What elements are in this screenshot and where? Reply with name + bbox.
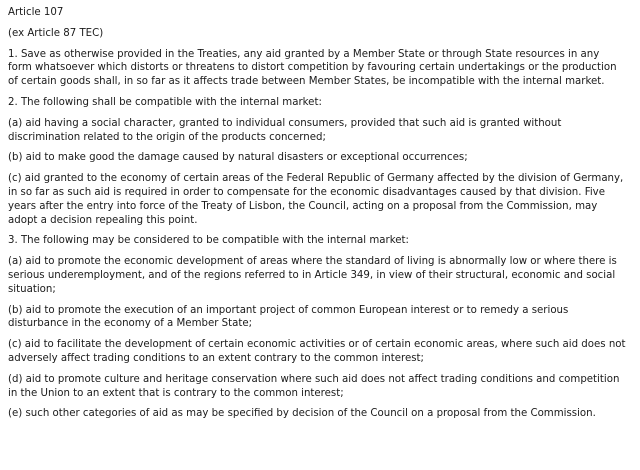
paragraph-3-intro: 3. The following may be considered to be compatible with the internal market: xyxy=(8,235,409,247)
paragraph-3e: (e) such other categories of aid as may be specified by decision of the Council on a proposal from the Commission. xyxy=(8,408,596,420)
paragraph-2c: (c) aid granted to the economy of certain areas of the Federal Republic of Germany affected by the division of Germany, in so far as such aid is required in order to compensate for the economic disadvantages caused by that division. Five years after the entry into force of the Treaty of Lisbon, the Council, acting on a proposal from the Commission, may adopt a decision repealing this point. xyxy=(8,173,624,226)
paragraph-2a: (a) aid having a social character, granted to individual consumers, provided that such aid is granted without discrimination related to the origin of the products concerned; xyxy=(8,117,562,143)
article-title: Article 107 xyxy=(8,7,64,18)
paragraph-2-intro: 2. The following shall be compatible with the internal market: xyxy=(8,96,322,108)
paragraph-3b: (b) aid to promote the execution of an important project of common European interest or to remedy a serious disturbance in the economy of a Member State; xyxy=(8,304,569,330)
paragraph-3d: (d) aid to promote culture and heritage conservation where such aid does not affect trading conditions and competition in the Union to an extent that is contrary to the common interest; xyxy=(8,373,620,399)
paragraph-3a: (a) aid to promote the economic development of areas where the standard of living is abnormally low or where there is serious underemployment, and of the regions referred to in Article 349, in view of their structural, economic and social situation; xyxy=(8,256,617,295)
paragraph-1: 1. Save as otherwise provided in the Treaties, any aid granted by a Member State or through State resources in any form whatsoever which distorts or threatens to distort competition by favouring certain undertakings or the production of certain goods shall, in so far as it affects trade between Member States, be incompatible with the internal market. xyxy=(8,48,617,88)
article-subtitle: (ex Article 87 TEC) xyxy=(8,27,104,39)
paragraph-2b: (b) aid to make good the damage caused by natural disasters or exceptional occurrences; xyxy=(8,152,468,164)
paragraph-3c: (c) aid to facilitate the development of certain economic activities or of certain economic areas, where such aid does not adversely affect trading conditions to an extent contrary to the common interest; xyxy=(8,339,626,364)
